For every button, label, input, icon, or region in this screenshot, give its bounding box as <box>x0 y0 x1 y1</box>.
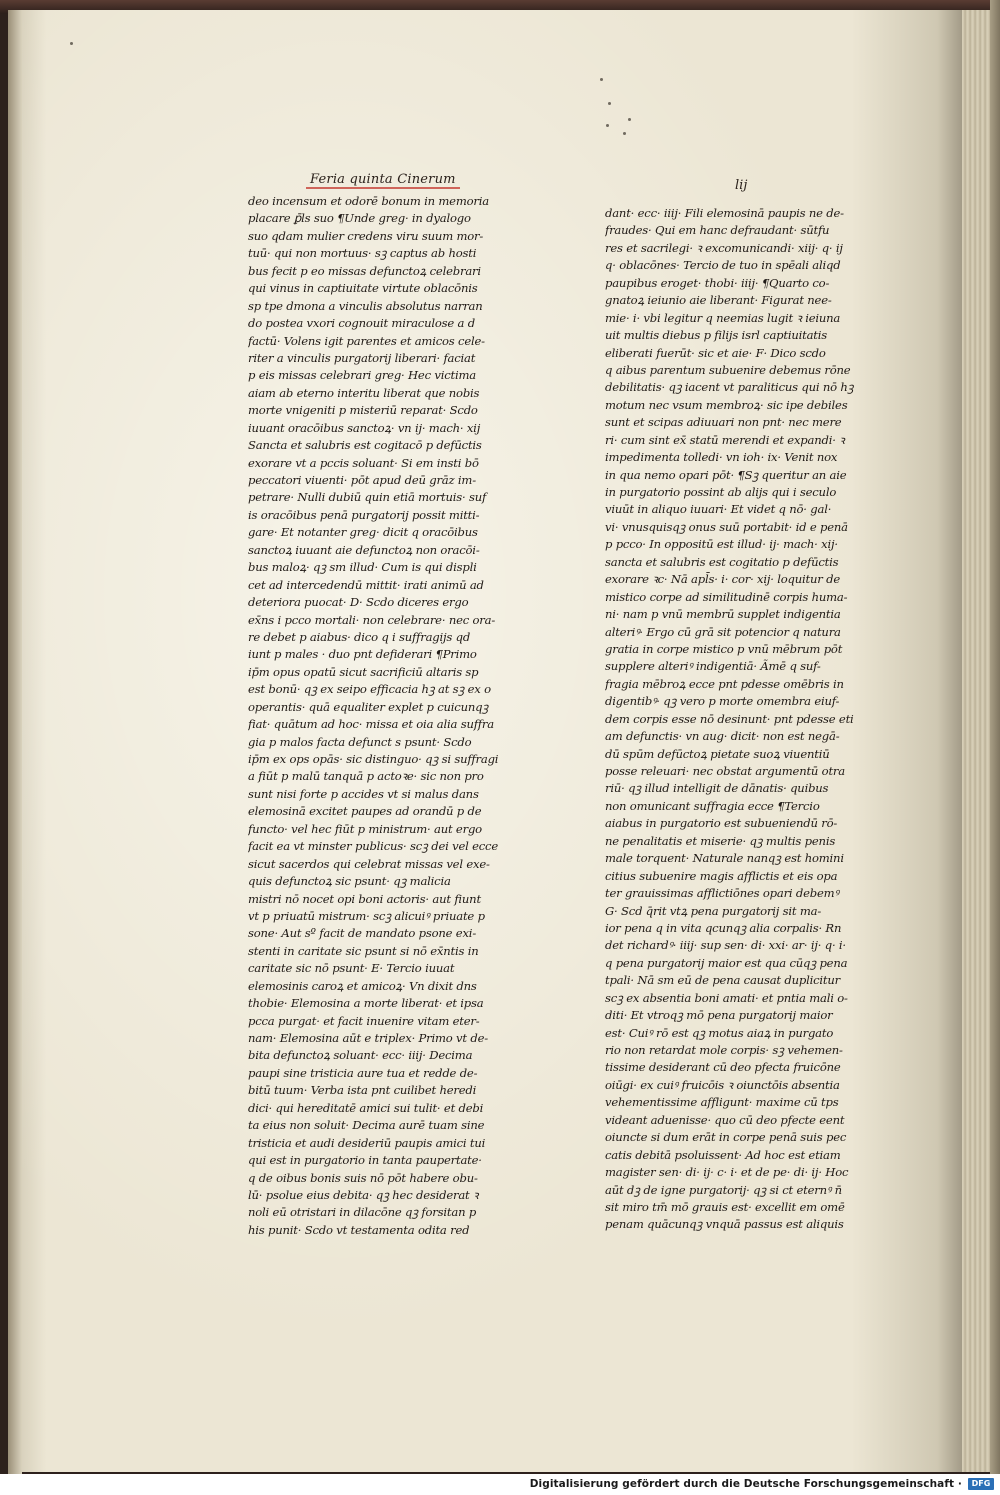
text-line: tristicia et audi desideriū paupis amici tui <box>248 1135 486 1150</box>
text-line: gratia in corpe mistico p vnū mēbrum pōt <box>605 641 843 656</box>
text-line: iunt p males · duo pnt defiderari ¶Primo <box>248 647 477 662</box>
text-line: functo· vel hec fiūt p ministrum· aut ergo <box>248 821 482 836</box>
text-line: ta eius non soluit· Decima aurē tuam sine <box>248 1118 485 1133</box>
text-line: eliberati fuerūt· sic et aie· F· Dico scdo <box>605 345 826 360</box>
text-line: p eis missas celebrari greg· Hec victima <box>248 368 476 383</box>
text-line: sp tpe dmona a vinculis absolutus narran <box>248 298 483 313</box>
text-line: digentibꝰ· qꝫ vero p morte omembra eiuf- <box>605 694 840 709</box>
ink-speck <box>608 102 611 105</box>
text-line: bus fecit p eo missas defunctoꝝ celebrari <box>248 263 481 278</box>
text-line: exorare vt a pccis soluant· Si em insti bō <box>248 455 479 470</box>
text-line: magister sen· di· ij· c· i· et de pe· di· ij· Hoc <box>605 1165 849 1180</box>
text-line: nam· Elemosina aūt e triplex· Primo vt de- <box>248 1031 488 1045</box>
text-line: catis debitā psoluissent· Ad hoc est etiam <box>605 1147 841 1162</box>
text-line: rio non retardat mole corpis· sꝫ vehemen- <box>605 1043 843 1057</box>
text-line: a fiūt p malū tanquā p actoꝛe· sic non pro <box>248 769 484 784</box>
text-line: deo incensum et odorē bonum in memoria <box>248 194 489 208</box>
ink-speck <box>70 42 73 45</box>
ink-speck <box>600 78 603 81</box>
text-line: non omunicant suffragia ecce ¶Tercio <box>605 798 820 813</box>
text-line: alteriꝰ· Ergo cū grā sit potencior q natura <box>605 624 841 639</box>
text-line: suo qdam mulier credens viru suum mor- <box>248 228 484 243</box>
text-line: sicut sacerdos qui celebrat missas vel exe- <box>248 856 490 871</box>
text-line: ne penalitatis et miserie· qꝫ multis penis <box>605 833 836 848</box>
text-line: tuū· qui non mortuus· sꝫ captus ab hosti <box>248 246 477 261</box>
text-line: mistri nō nocet opi boni actoris· aut fiunt <box>248 891 481 906</box>
text-line: his punit· Scdo vt testamenta odita red <box>248 1222 470 1237</box>
text-line: riū· qꝫ illud intelligit de dānatis· quibus <box>605 781 829 796</box>
folio-number: lij <box>735 178 748 193</box>
text-line: gia p malos facta defunct s psunt· Scdo <box>248 734 472 749</box>
text-line: supplere alteriꝰ indigentiā· Ãmē q suf- <box>605 659 821 674</box>
text-line: fraudes· Qui em hanc defraudant· sūtfu <box>605 223 830 238</box>
text-line: scꝫ ex absentia boni amati· et pntia mali o- <box>605 990 848 1005</box>
text-line: lū· psolue eius debita· qꝫ hec desiderat ꝛ <box>248 1187 479 1202</box>
text-line: aiam ab eterno interitu liberat que nobis <box>248 385 480 400</box>
text-line: posse releuari· nec obstat argumentū otra <box>605 764 845 778</box>
text-line: ni· nam p vnū membrū supplet indigentia <box>605 607 841 622</box>
text-line: videant aduenisse· quo cū deo pfecte eent <box>605 1112 845 1127</box>
running-head-text: Feria quinta Cinerum <box>310 172 456 187</box>
text-line: tpali· Nā sm eū de pena causat duplicitur <box>605 973 840 988</box>
footer-credit: Digitalisierung gefördert durch die Deutsche Forschungsgemeinschaft · <box>529 1478 962 1490</box>
dfg-logo: DFG <box>968 1478 994 1490</box>
text-line: vi· vnusquisqꝫ onus suū portabit· id e penā <box>605 519 848 534</box>
text-line: ter grauissimas afflictiōnes opari debemꝰ <box>605 886 839 901</box>
text-line: is oracōibus penā purgatorij possit mitti- <box>248 507 480 522</box>
text-line: sone· Aut sº facit de mandato psone exi- <box>248 926 477 941</box>
text-line: diti· Et vtroqꝫ mō pena purgatorij maior <box>605 1008 833 1023</box>
text-line: Sancta et salubris est cogitacō p defūctis <box>248 438 482 453</box>
text-line: motum nec vsum membroꝝ· sic ipe debiles <box>605 397 848 412</box>
text-line: morte vnigeniti p misteriū reparat· Scdo <box>248 403 478 418</box>
text-line: quis defunctoꝝ sic psunt· qꝫ malicia <box>248 874 451 889</box>
ink-speck <box>606 124 609 127</box>
text-line: factū· Volens igit parentes et amicos cele- <box>248 333 485 348</box>
text-line: ri· cum sint ex̄ statū merendi et expandi· ꝛ <box>605 432 845 447</box>
text-line: bus maloꝝ· qꝫ sm illud· Cum is qui displi <box>248 560 477 575</box>
text-line: debilitatis· qꝫ iacent vt paraliticus qui nō hꝫ <box>605 380 854 395</box>
text-line: fiat· quātum ad hoc· missa et oia alia suffra <box>248 717 494 732</box>
text-line: q aibus parentum subuenire debemus rōne <box>605 362 851 377</box>
text-line: G· Scd q̄rit vtꝝ pena purgatorij sit ma- <box>605 903 822 918</box>
text-line: impedimenta tolledi· vn ioh· ix· Venit nox <box>605 450 838 465</box>
text-line: thobie· Elemosina a morte liberat· et ipsa <box>248 996 484 1011</box>
right-text-column <box>605 205 897 1234</box>
text-line: p pcco· In oppositū est illud· ij· mach· xij· <box>605 537 838 552</box>
text-line: est· Cuiꝰ rō est qꝫ motus aiaꝝ in purgato <box>605 1025 834 1040</box>
text-line: dū spūm defūctoꝝ pietate suoꝝ viuentiū <box>605 746 830 761</box>
footer-bar <box>0 1474 1000 1495</box>
ink-speck <box>623 132 626 135</box>
text-line: penam quācunqꝫ vnquā passus est aliquis <box>605 1217 844 1232</box>
text-line: elemosinis caroꝝ et amicoꝝ· Vn dixit dns <box>248 978 477 993</box>
text-line: ip̄m ex ops opās· sic distinguo· qꝫ si suffragi <box>248 752 499 766</box>
text-line: bita defunctoꝝ soluant· ecc· iiij· Decima <box>248 1048 473 1063</box>
binding-edge <box>990 0 1000 1474</box>
text-line: sanctoꝝ iuuant aie defunctoꝝ non oracōi- <box>248 542 480 557</box>
text-line: oiuncte si dum erāt in corpe penā suis pec <box>605 1130 847 1145</box>
text-line: operantis· quā equaliter explet p cuicunqꝫ <box>248 699 489 714</box>
text-line: riter a vinculis purgatorij liberari· faciat <box>248 350 476 365</box>
text-line: aūt dꝫ de igne purgatorij· qꝫ si ct eternꝰ n̄ <box>605 1182 842 1197</box>
text-line: stenti in caritate sic psunt si nō ex̄ntis in <box>248 943 479 958</box>
text-line: paupi sine tristicia aure tua et redde de- <box>248 1065 478 1080</box>
text-line: placare ꝑ̄ls suo ¶Unde greg· in dyalogo <box>248 211 471 226</box>
text-line: res et sacrilegi· ꝛ excomunicandi· xiij· q· ij <box>605 240 843 255</box>
text-line: citius subuenire magis afflictis et eis opa <box>605 868 838 883</box>
text-line: petrare· Nulli dubiū quin etiā mortuis· suf <box>248 490 487 505</box>
text-line: tissime desiderant cū deo pfecta fruicōne <box>605 1060 841 1075</box>
text-line: dant· ecc· iiij· Fili elemosinā paupis ne de- <box>605 206 844 220</box>
text-line: caritate sic nō psunt· E· Tercio iuuat <box>248 961 455 976</box>
text-line: sunt et scipas adiuuari non pnt· nec mere <box>605 415 842 430</box>
text-line: dem corpis esse nō desinunt· pnt pdesse eti <box>605 711 854 726</box>
book-page <box>8 10 966 1472</box>
text-line: det richardꝰ· iiij· sup sen· di· xxi· ar· ij· q· i· <box>605 938 846 953</box>
text-line: vehementissime affligunt· maxime cū tps <box>605 1095 839 1110</box>
text-line: paupibus eroget· thobi· iiij· ¶Quarto co- <box>605 275 830 290</box>
text-line: oiūgi· ex cuiꝰ fruicōis ꝛ oiunctōis absentia <box>605 1077 840 1092</box>
text-line: am defunctis· vn aug· dicit· non est negā- <box>605 729 840 744</box>
gutter-shadow <box>8 10 22 1474</box>
text-line: ex̄ns i pcco mortali· non celebrare· nec ora- <box>248 612 496 627</box>
text-line: in purgatorio possint ab alijs qui i seculo <box>605 485 837 499</box>
text-line: bitū tuum· Verba ista pnt cuilibet heredi <box>248 1083 477 1098</box>
text-line: deteriora puocat· D· Scdo diceres ergo <box>248 595 469 610</box>
text-line: viuūt in aliquo iuuari· Et videt q nō· gal· <box>605 502 832 517</box>
text-line: mistico corpe ad similitudinē corpis huma- <box>605 589 848 604</box>
text-line: vt p priuatū mistrum· scꝫ alicuiꝰ priuate p <box>248 908 485 923</box>
running-head-rubric-line <box>306 187 460 189</box>
text-line: dici· qui hereditatē amici sui tulit· et debi <box>248 1100 484 1115</box>
text-line: fragia mēbroꝝ ecce pnt pdesse omēbris in <box>605 676 844 691</box>
running-head <box>310 172 456 187</box>
text-line: noli eū otristari in dilacōne qꝫ forsitan p <box>248 1205 477 1220</box>
text-line: cet ad intercedendū mittit· irati animū ad <box>248 577 484 592</box>
text-line: exorare ꝛc· Nā apl̄s· i· cor· xij· loquitur de <box>605 572 840 587</box>
text-line: qui est in purgatorio in tanta paupertate· <box>248 1153 482 1168</box>
text-line: in qua nemo opari pōt· ¶Sꝫ queritur an aie <box>605 467 847 482</box>
text-line: ior pena q in vita qcunqꝫ alia corpalis· Rn <box>605 920 842 935</box>
text-line: do postea vxori cognouit miraculose a d <box>248 316 475 331</box>
text-line: sancta et salubris est cogitatio p defūctis <box>605 554 839 569</box>
text-line: gare· Et notanter greg· dicit q oracōibus <box>248 525 478 540</box>
text-line: est bonū· qꝫ ex seipo efficacia hꝫ at sꝫ ex o <box>248 682 491 697</box>
text-line: q pena purgatorij maior est qua cūqꝫ pena <box>605 955 848 970</box>
text-line: re debet p aiabus· dico q i suffragijs qd <box>248 629 471 644</box>
text-line: iuuant oracōibus sanctoꝝ· vn ij· mach· xij <box>248 420 481 435</box>
text-line: peccatori viuenti· pōt apud deū grāz im- <box>248 473 476 487</box>
text-line: q de oibus bonis suis nō pōt habere obu- <box>248 1170 478 1185</box>
text-line: elemosinā excitet paupes ad orandū p de <box>248 804 482 819</box>
text-line: sit miro tm̄ mō grauis est· excellit em omē <box>605 1199 845 1214</box>
text-line: q· oblacōnes· Tercio de tuo in spēali aliqd <box>605 258 841 273</box>
text-line: uit multis diebus p filijs isrl captiuitatis <box>605 328 828 343</box>
text-line: sunt nisi forte p accides vt si malus dans <box>248 786 479 801</box>
text-line: pcca purgat· et facit inuenire vitam eter- <box>248 1013 480 1028</box>
text-line: gnatoꝝ ieiunio aie liberant· Figurat nee- <box>605 293 832 308</box>
text-line: qui vinus in captiuitate virtute oblacōnis <box>248 281 478 296</box>
text-line: mie· i· vbi legitur q neemias lugit ꝛ ieiuna <box>605 310 841 325</box>
ink-speck <box>628 118 631 121</box>
text-line: ip̄m opus opatū sicut sacrificiū altaris sp <box>248 664 479 679</box>
text-line: male torquent· Naturale nanqꝫ est homini <box>605 851 844 866</box>
text-line: facit ea vt minster publicus· scꝫ dei vel ecce <box>248 839 499 854</box>
text-line: aiabus in purgatorio est subueniendū rō- <box>605 816 838 831</box>
left-text-column <box>248 193 548 1239</box>
